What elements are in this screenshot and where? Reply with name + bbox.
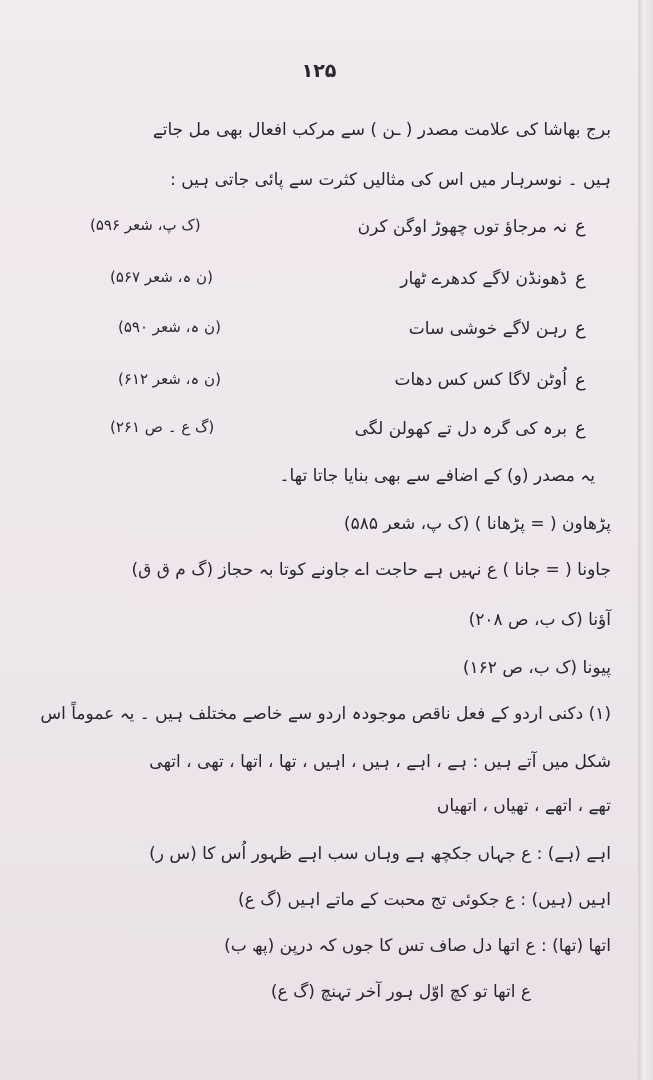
intro-line-2: ہیں ۔ نوسرہار میں اس کی مثالیں کثرت سے پائی جاتی ہیں : bbox=[170, 170, 611, 190]
page-number: ۱۲۵ bbox=[301, 60, 337, 82]
verse-4: اُوٹن لاگا کس کس دھات bbox=[394, 370, 567, 390]
text-line-6: (۱) دکنی اردو کے فعل ناقص موجودہ اردو سے خاصے مختلف ہیں ۔ یہ عموماً اس bbox=[40, 704, 611, 724]
verse-1: نہ مرجاؤ توں چھوڑ اوگن کرن bbox=[357, 217, 567, 237]
verse-marker: ع bbox=[575, 216, 586, 237]
verse-4-citation: (ن ہ، شعر ۶۱۲) bbox=[118, 370, 221, 388]
verse-5-citation: (گ ع ۔ ص ۲۶۱) bbox=[110, 418, 215, 436]
text-line-4: آؤنا (ک ب، ص ۲۰۸) bbox=[468, 610, 611, 630]
text-line-12: ع اتھا تو کچ اوّل ہور آخر تہنچ (گ ع) bbox=[270, 982, 531, 1002]
text-line-10: اہیں (ہیں) : ع جکوئی تج محبت کے ماتے اہیں (گ ع) bbox=[238, 890, 611, 910]
verse-2-citation: (ن ہ، شعر ۵۶۷) bbox=[110, 268, 213, 286]
text-line-11: اتھا (تھا) : ع اتھا دل صاف تس کا جوں کہ درپن (پھ ب) bbox=[224, 936, 611, 956]
verse-5: برہ کی گرہ دل تے کھولن لگی bbox=[354, 419, 567, 439]
verse-marker: ع bbox=[575, 370, 586, 391]
verse-marker: ع bbox=[575, 318, 586, 339]
verse-3-citation: (ن ہ، شعر ۵۹۰) bbox=[118, 318, 221, 336]
verse-marker: ع bbox=[575, 268, 586, 289]
text-line-5: پیونا (ک ب، ص ۱۶۲) bbox=[462, 658, 611, 678]
text-line-7: شکل میں آتے ہیں : ہے ، اہے ، ہیں ، اہیں ، تھا ، اتھا ، تھی ، اتھی bbox=[149, 752, 611, 772]
page-edge bbox=[638, 0, 653, 1080]
verse-3: رہن لاگے خوشی سات bbox=[408, 319, 567, 339]
text-line-8: تھے ، اتھے ، تھیاں ، اتھیاں bbox=[436, 796, 611, 816]
text-line-9: اہے (ہے) : ع جہاں جکچھ ہے وہاں سب اہے ظہور اُس کا (س ر) bbox=[149, 844, 611, 864]
verse-1-citation: (ک پ، شعر ۵۹۶) bbox=[90, 216, 201, 234]
verse-marker: ع bbox=[575, 418, 586, 439]
text-line-2: پڑھاون ( = پڑھانا ) (ک پ، شعر ۵۸۵) bbox=[343, 514, 611, 534]
text-line-3: جاونا ( = جانا ) ع نہیں ہے حاجت اے جاونے کوتا بہ حجاز (گ م ق ق) bbox=[131, 560, 611, 580]
intro-line-1: برج بھاشا کی علامت مصدر ( ـن ) سے مرکب افعال بھی مل جاتے bbox=[152, 120, 611, 140]
verse-2: ڈھونڈن لاگے کدھرے ٹھار bbox=[400, 269, 567, 289]
text-line-1: یہ مصدر (و) کے اضافے سے بھی بنایا جاتا تھا۔ bbox=[279, 466, 595, 486]
